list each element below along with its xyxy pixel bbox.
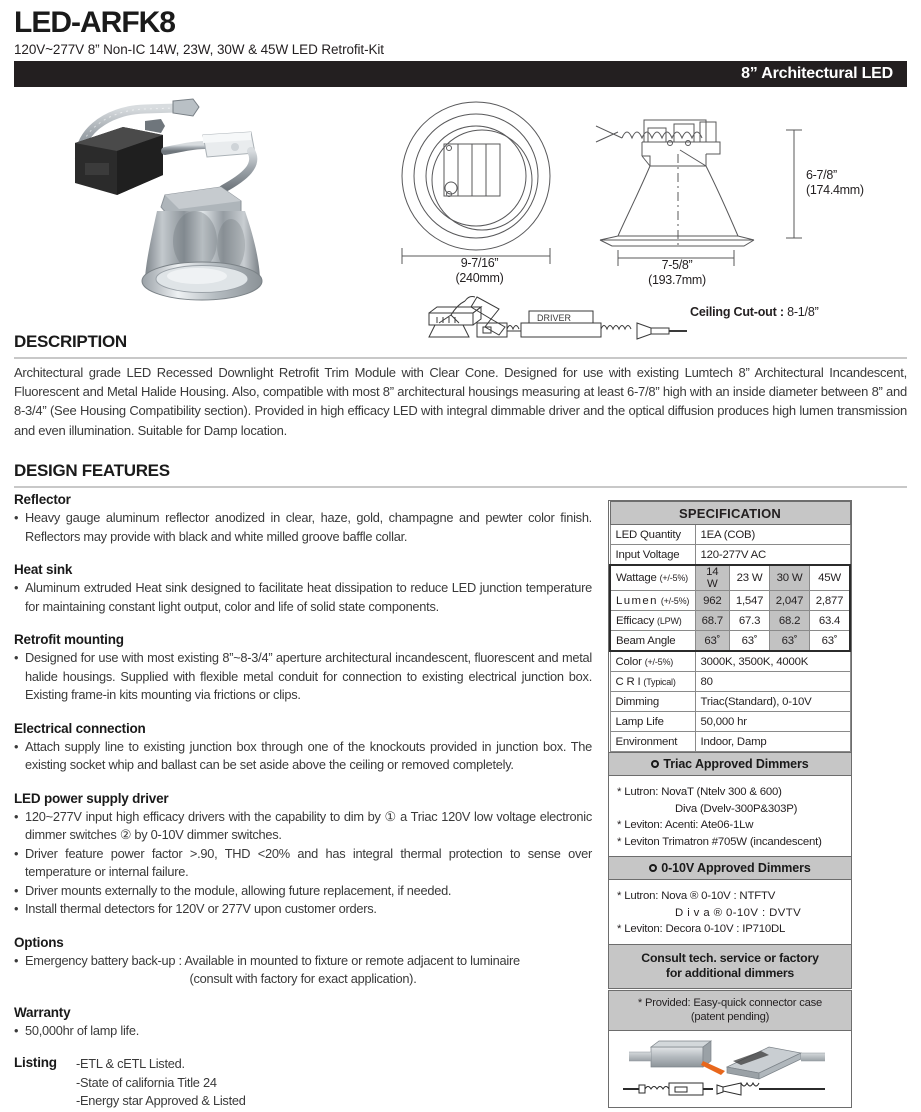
- design-features-heading: DESIGN FEATURES: [14, 461, 170, 480]
- zero-ten-volt-dimmers-body: [609, 880, 851, 947]
- spec-value: 50,000 hr: [695, 712, 850, 732]
- specification-table: [608, 500, 852, 753]
- spec-key: Dimming: [610, 692, 695, 712]
- bullet-icon: •: [14, 808, 19, 824]
- feature-group-warranty: [14, 1005, 592, 1041]
- bullet-icon: •: [14, 882, 19, 898]
- description-body: Architectural grade LED Recessed Downlight Retrofit Trim Module with Clear Cone. Designed for use with existing Lumtech 8” Architectural Incandescent, Fluorescent and Metal Halide Housing. Also, compatible with most 8” architectural housings measuring at least 6-7/8” high with an inside diameter between 8” and 8-3/4” (See Housing Compatibility section). Provided in high efficacy LED with integral dimmable driver and the optical diffusion produces high lumen transmission and even illumination. Suitable for Damp location.: [14, 365, 907, 438]
- gear-icon: [651, 760, 659, 768]
- design-features-rule: [14, 486, 907, 488]
- spec-matrix-row: [610, 631, 850, 652]
- listing-items: [76, 1055, 246, 1111]
- feature-group-electrical-connection: [14, 721, 592, 775]
- spec-cell: 2,047: [770, 591, 810, 611]
- bullet-icon: •: [14, 845, 19, 861]
- feature-title: Heat sink: [14, 562, 73, 577]
- triac-dimmers-title: Triac Approved Dimmers: [609, 753, 851, 776]
- spec-cell: 63˚: [770, 631, 810, 652]
- consult-line-1: Consult tech. service or factory: [641, 951, 819, 965]
- spec-cell: 14 W: [695, 565, 730, 591]
- ceiling-cutout-note: [690, 305, 819, 319]
- feature-title: Options: [14, 934, 64, 950]
- spec-matrix-row: [610, 611, 850, 631]
- spec-value: Indoor, Damp: [695, 732, 850, 752]
- spec-cell: 63˚: [730, 631, 770, 652]
- section-view-drawing: [588, 98, 908, 293]
- options-subline: (consult with factory for exact application).: [189, 971, 417, 986]
- listing-block: [14, 1055, 592, 1111]
- bullet-icon: •: [14, 952, 19, 968]
- feature-title: Retrofit mounting: [14, 632, 124, 647]
- spec-row: [610, 672, 850, 692]
- dimmer-line: * Leviton: Decora 0-10V : IP710DL: [617, 923, 786, 935]
- zero-ten-volt-dimmers-title: 0-10V Approved Dimmers: [609, 857, 851, 880]
- description-rule: [14, 357, 907, 359]
- ceiling-cutout-value: 8-1/8”: [787, 305, 819, 319]
- page-title: LED-ARFK8: [14, 6, 175, 39]
- feature-bullet: • 120~277V input high efficacy drivers with the capability to dim by ① a Triac 120V low voltage electronic dimmer switches ② by 0-10V dimmer switches.: [14, 808, 592, 845]
- spec-key: Efficacy (LPW): [610, 611, 695, 631]
- feature-bullet: • Driver mounts externally to the module, allowing future replacement, if needed.: [14, 882, 592, 901]
- spec-key: Input Voltage: [610, 545, 695, 566]
- spec-row: [610, 651, 850, 672]
- product-category-banner: [14, 61, 907, 87]
- plan-dimension-mm: (240mm): [455, 271, 504, 285]
- listing-label: Listing: [14, 1055, 57, 1070]
- feature-group-options: [14, 935, 592, 989]
- feature-bullet: • Heavy gauge aluminum reflector anodized in clear, haze, gold, champagne and pewter color finish. Reflectors may provide with black and white milled groove baffle collar.: [14, 509, 592, 546]
- spec-key: Lumen (+/-5%): [610, 591, 695, 611]
- document-header: [14, 6, 384, 59]
- spec-key: Beam Angle: [610, 631, 695, 652]
- listing-item: -Energy star Approved & Listed: [76, 1093, 246, 1108]
- feature-bullet: • Attach supply line to existing junction box through one of the knockouts provided in junction box. The existing socket whip and ballast can be set aside above the ceiling or removed completely.: [14, 738, 592, 775]
- product-illustrations: [0, 90, 921, 345]
- spec-row: [610, 525, 850, 545]
- connector-case-title: [609, 991, 851, 1031]
- feature-title: Electrical connection: [14, 720, 146, 736]
- feature-group-led-power-supply-driver: [14, 791, 592, 919]
- bullet-icon: •: [14, 510, 19, 525]
- section-height-mm: (174.4mm): [806, 183, 864, 197]
- spec-cell: 68.7: [695, 611, 730, 631]
- spec-table-title: SPECIFICATION: [610, 502, 850, 525]
- bullet-icon: •: [14, 650, 19, 665]
- bullet-icon: •: [14, 738, 19, 754]
- spec-key: Wattage (+/-5%): [610, 565, 695, 591]
- feature-title: Warranty: [14, 1004, 71, 1020]
- design-features-list: [14, 492, 592, 1111]
- driver-label: DRIVER: [537, 313, 572, 323]
- ceiling-cutout-label: Ceiling Cut-out :: [690, 305, 788, 319]
- bullet-icon: •: [14, 901, 19, 916]
- triac-dimmers-box: [608, 752, 852, 860]
- connector-case-box: [608, 990, 852, 1108]
- spec-cell: 1,547: [730, 591, 770, 611]
- plan-view-drawing: [372, 98, 587, 293]
- connector-line-2: (patent pending): [690, 1011, 770, 1023]
- spec-row: [610, 712, 850, 732]
- spec-cell: 68.2: [770, 611, 810, 631]
- dimmer-line: * Lutron: Nova ® 0-10V : NTFTV: [617, 890, 776, 902]
- spec-value: 120-277V AC: [695, 545, 850, 566]
- spec-key: Lamp Life: [610, 712, 695, 732]
- consult-note: [608, 944, 852, 989]
- spec-value: 3000K, 3500K, 4000K: [695, 651, 850, 672]
- feature-bullet: • 50,000hr of lamp life.: [14, 1022, 592, 1041]
- spec-cell: 63˚: [810, 631, 851, 652]
- product-photo: [45, 95, 365, 310]
- feature-bullet: • Driver feature power factor >.90, THD <20% and has integral thermal protection to sense over temperature or internal failure.: [14, 845, 592, 882]
- page-subtitle: 120V~277V 8” Non-IC 14W, 23W, 30W & 45W LED Retrofit-Kit: [14, 42, 384, 57]
- feature-title: Reflector: [14, 492, 71, 507]
- dimmer-line: Diva (Dvelv-300P&303P): [675, 802, 798, 815]
- spec-cell: 63˚: [695, 631, 730, 652]
- dimmer-line: * Leviton: Acenti: Ate06-1Lw: [617, 819, 754, 831]
- driver-wiring-diagram: [425, 295, 725, 343]
- spec-key: C R I (Typical): [610, 672, 695, 692]
- spec-matrix-row: [610, 565, 850, 591]
- spec-cell: 67.3: [730, 611, 770, 631]
- spec-key: LED Quantity: [610, 525, 695, 545]
- feature-bullet: • Emergency battery back-up : Available in mounted to fixture or remote adjacent to luminaire: [14, 952, 592, 971]
- spec-value: 80: [695, 672, 850, 692]
- bullet-icon: •: [14, 580, 19, 595]
- feature-group-retrofit-mounting: [14, 632, 592, 705]
- description-heading: DESCRIPTION: [14, 332, 127, 351]
- spec-cell: 63.4: [810, 611, 851, 631]
- spec-row: [610, 545, 850, 566]
- dimmer-line: * Leviton Trimatron #705W (incandescent): [617, 835, 822, 848]
- feature-title: LED power supply driver: [14, 790, 169, 806]
- feature-bullet: • Designed for use with most existing 8”~8-3/4” aperture architectural incandescent, fluorescent and metal halide housings. Supplied with flexible metal conduit for connection to existing electrical junction box. Existing frame-in kits mounting via frictions or clips.: [14, 649, 592, 705]
- spec-cell: 23 W: [730, 565, 770, 591]
- spec-cell: 962: [695, 591, 730, 611]
- spec-value: 1EA (COB): [695, 525, 850, 545]
- listing-item: -State of california Title 24: [76, 1074, 217, 1090]
- listing-item: -ETL & cETL Listed.: [76, 1056, 185, 1071]
- spec-value: Triac(Standard), 0-10V: [695, 692, 850, 712]
- spec-cell: 45W: [810, 565, 851, 591]
- connector-case-photo: [609, 1031, 851, 1107]
- spec-key: Color (+/-5%): [610, 651, 695, 672]
- section-height-inches: 6-7/8”: [806, 168, 837, 182]
- bullet-icon: •: [14, 1022, 19, 1038]
- banner-label: 8” Architectural LED: [741, 65, 893, 82]
- feature-group-heat-sink: [14, 562, 592, 616]
- feature-group-reflector: [14, 492, 592, 546]
- section-width-mm: (193.7mm): [648, 273, 706, 287]
- section-width-inches: 7-5/8”: [661, 258, 693, 272]
- consult-line-2: for additional dimmers: [665, 966, 795, 980]
- feature-bullet: • Install thermal detectors for 120V or 277V upon customer orders.: [14, 900, 592, 919]
- spec-key: Environment: [610, 732, 695, 752]
- spec-matrix-row: [610, 591, 850, 611]
- spec-row: [610, 732, 850, 752]
- feature-bullet: • Aluminum extruded Heat sink designed to facilitate heat dissipation to reduce LED junction temperature for maintaining constant light output, color and life of solid state components.: [14, 579, 592, 616]
- spec-row: [610, 692, 850, 712]
- gear-icon: [649, 864, 657, 872]
- dimmer-line: D i v a ® 0-10V : DVTV: [675, 906, 802, 919]
- spec-cell: 30 W: [770, 565, 810, 591]
- connector-line-1: * Provided: Easy-quick connector case: [637, 997, 823, 1009]
- triac-dimmers-body: [609, 776, 851, 859]
- dimmer-line: * Lutron: NovaT (Ntelv 300 & 600): [617, 786, 782, 798]
- spec-cell: 2,877: [810, 591, 851, 611]
- plan-dimension-inches: 9-7/16”: [460, 256, 499, 270]
- zero-ten-volt-dimmers-box: [608, 856, 852, 948]
